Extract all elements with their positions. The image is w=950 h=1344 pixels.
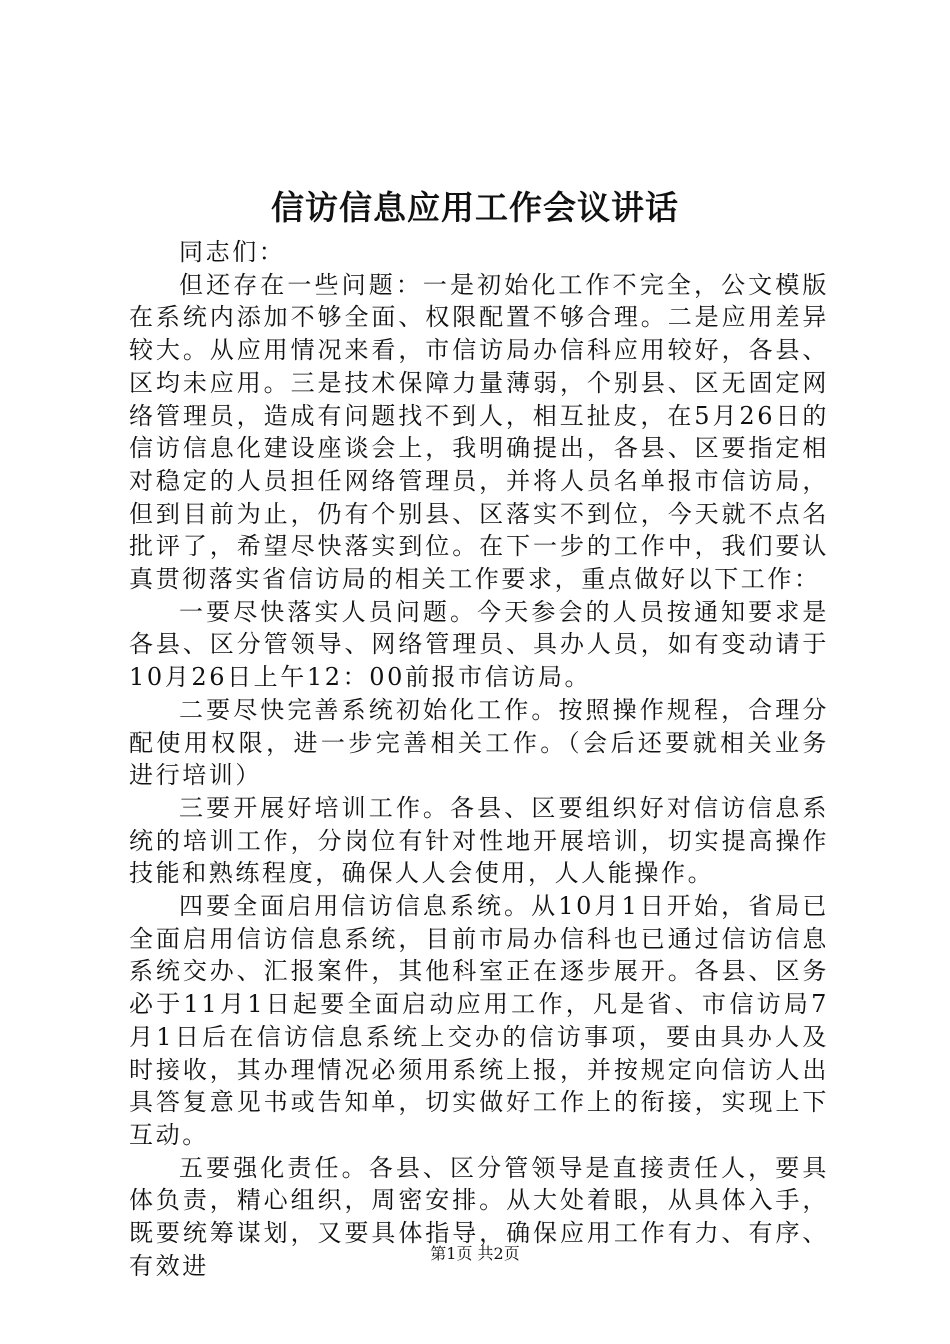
paragraph-task-3: 三要开展好培训工作。各县、区要组织好对信访信息系统的培训工作，分岗位有针对性地开展培训，切实提高操作技能和熟练程度，确保人人会使用，人人能操作。 — [129, 793, 829, 888]
paragraph-task-5: 五要强化责任。各县、区分管领导是直接责任人，要具体负责，精心组织，周密安排。从大处着眼，从具体入手，既要统筹谋划，又要具体指导，确保应用工作有力、有序、有效进 — [129, 1153, 829, 1280]
paragraph-task-2: 二要尽快完善系统初始化工作。按照操作规程，合理分配使用权限，进一步完善相关工作。（会后还要就相关业务进行培训） — [129, 695, 829, 790]
salutation: 同志们： — [179, 238, 286, 266]
paragraph-task-1: 一要尽快落实人员问题。今天参会的人员按通知要求是各县、区分管领导、网络管理员、具办人员，如有变动请于10月26日上午12：00前报市信访局。 — [129, 597, 829, 692]
paragraph-issues: 但还存在一些问题：一是初始化工作不完全，公文模版在系统内添加不够全面、权限配置不够合理。二是应用差异较大。从应用情况来看，市信访局办信科应用较好，各县、区均未应用。三是技术保障力量薄弱，个别县、区无固定网络管理员，造成有问题找不到人，相互扯皮，在5月26日的信访信息化建设座谈会上，我明确提出，各县、区要指定相对稳定的人员担任网络管理员，并将人员名单报市信访局，但到目前为止，仍有个别县、区落实不到位，今天就不点名批评了，希望尽快落实到位。在下一步的工作中，我们要认真贯彻落实省信访局的相关工作要求，重点做好以下工作： — [129, 270, 829, 594]
document-body — [129, 236, 829, 1283]
document-title: 信访信息应用工作会议讲话 — [271, 188, 679, 227]
page-number: 第1页 共2页 — [430, 1244, 520, 1263]
paragraph-task-4: 四要全面启用信访信息系统。从10月1日开始，省局已全面启用信访信息系统，目前市局办信科也已通过信访信息系统交办、汇报案件，其他科室正在逐步展开。各县、区务必于11月1日起要全面启动应用工作，凡是省、市信访局7月1日后在信访信息系统上交办的信访事项，要由具办人及时接收，其办理情况必须用系统上报，并按规定向信访人出具答复意见书或告知单，切实做好工作上的衔接，实现上下互动。 — [129, 892, 829, 1149]
